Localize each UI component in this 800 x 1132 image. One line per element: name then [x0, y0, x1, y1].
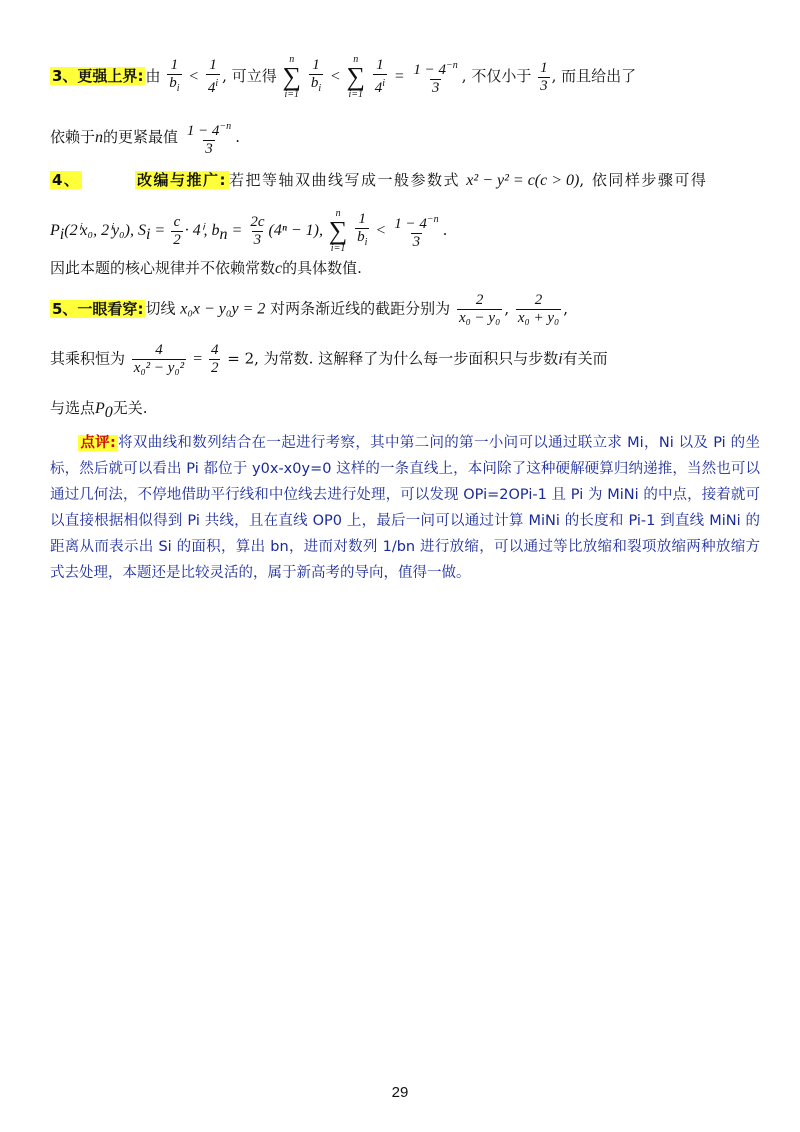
item-4: 4、 改编与推广: 若把等轴双曲线写成一般参数式 x² − y² = c(c > 0), 依同样步骤可得: [52, 171, 708, 189]
item-4-label-2: 改编与推广:: [137, 171, 227, 189]
fraction: $\frac{1}{4^i}$: [207, 57, 219, 96]
item-4-line3: 因此本题的核心规律并不依赖常数c的具体数值.: [50, 259, 362, 277]
commentary: [50, 430, 760, 586]
fraction: $\frac{1 - 4^{-n}}{3}$: [186, 121, 232, 157]
fraction: $\frac{1 - 4^{-n}}{3}$: [413, 60, 458, 96]
fraction: $\frac{4}{2}$: [210, 342, 219, 376]
fraction: $\frac{1 - 4^{-n}}{3}$: [394, 214, 439, 250]
item-5-label: 5、一眼看穿:: [52, 299, 144, 318]
item-3: 3、更强上界: 由 $\frac{1}{b_i}$ < $\frac{1}{4^i}$ , 可立得 n ∑ i=1 $\frac{1}{b_i}$ < n ∑ i=1 $\frac{1}{4^i}$ = $\frac{1 - 4^{-n}}{3}$ , 不仅小于 $\frac{1}{3}$ , 而且给出了: [52, 54, 637, 100]
fraction: $\frac{1}{4^i}$: [374, 57, 386, 96]
item-5-line3: 与选点$P_0$无关.: [50, 399, 148, 421]
item-5: 5、一眼看穿: 切线 x₀x − y₀y = 2 对两条渐近线的截距分别为 $\frac{2}{\text{x₀ − y₀}}$ , $\frac{2}{\text{x₀ + y₀}}$ ,: [52, 292, 569, 326]
sum-symbol: n ∑ i=1: [328, 208, 348, 254]
fraction: $\frac{1}{3}$: [540, 59, 548, 94]
fraction: $\frac{4}{\text{x₀² − y₀²}}$: [133, 342, 185, 376]
commentary-tag: 点评:: [80, 435, 116, 451]
sum-symbol: n ∑ i=1: [282, 54, 302, 100]
sum-symbol: n ∑ i=1: [346, 54, 365, 100]
fraction: $\frac{1}{b_i}$: [167, 57, 181, 97]
item-4-label: 4、: [52, 171, 81, 189]
fraction: $\frac{2c}{3}$: [250, 213, 265, 248]
fraction: $\frac{2}{\text{x₀ + y₀}}$: [517, 292, 560, 326]
fraction: $\frac{2}{\text{x₀ − y₀}}$: [458, 292, 501, 326]
item-4-line2: $P_i(2^ix_0$, 2ⁱy₀), $S_i$ = $\frac{c}{2}$ · 4ⁱ, $b_n$ = $\frac{2c}{3}$ (4ⁿ − 1), n ∑ i=1 $\frac{1}{b_i}$ < $\frac{1 - 4^{-n}}{3}$ .: [50, 208, 448, 254]
page-number: 29: [391, 1084, 409, 1101]
fraction: $\frac{1}{b_i}$: [309, 57, 323, 97]
fraction: $\frac{c}{2}$: [173, 213, 181, 248]
item-5-line2: 其乘积恒为 $\frac{4}{\text{x₀² − y₀²}}$ = $\frac{4}{2}$ = 2, 为常数. 这解释了为什么每一步面积只与步数i有关而: [50, 342, 608, 376]
commentary-body: 将双曲线和数列结合在一起进行考察，其中第二问的第一小问可以通过联立求 Mi，Ni 以及 Pi 的坐标，然后就可以看出 Pi 都位于 y0x-x0y=0 这样的一条直线上，本问除了这种硬解硬算归纳递推，当然也可以通过几何法，不停地借助平行线和中位线去进行处理，可以发现 OPi=2OPi-1 且 Pi 为 MiNi 的中点，接着就可以直接根据相似得到 Pi 共线，且在直线 OP0 上，最后一问可以通过计算 MiNi 的长度和 Pi-1 到直线 MiNi 的距离从而表示出 Si 的面积，算出 bn，进而对数列 1/bn 进行放缩，可以通过等比放缩和裂项放缩两种放缩方式去处理，本题还是比较灵活的，属于新高考的导向，值得一做。: [50, 435, 760, 581]
fraction: $\frac{1}{b_i}$: [355, 211, 369, 251]
item-3-line2: 依赖于n的更紧最值 $\frac{1 - 4^{-n}}{3}$ .: [50, 118, 760, 158]
item-3-label: 3、更强上界:: [52, 67, 144, 85]
